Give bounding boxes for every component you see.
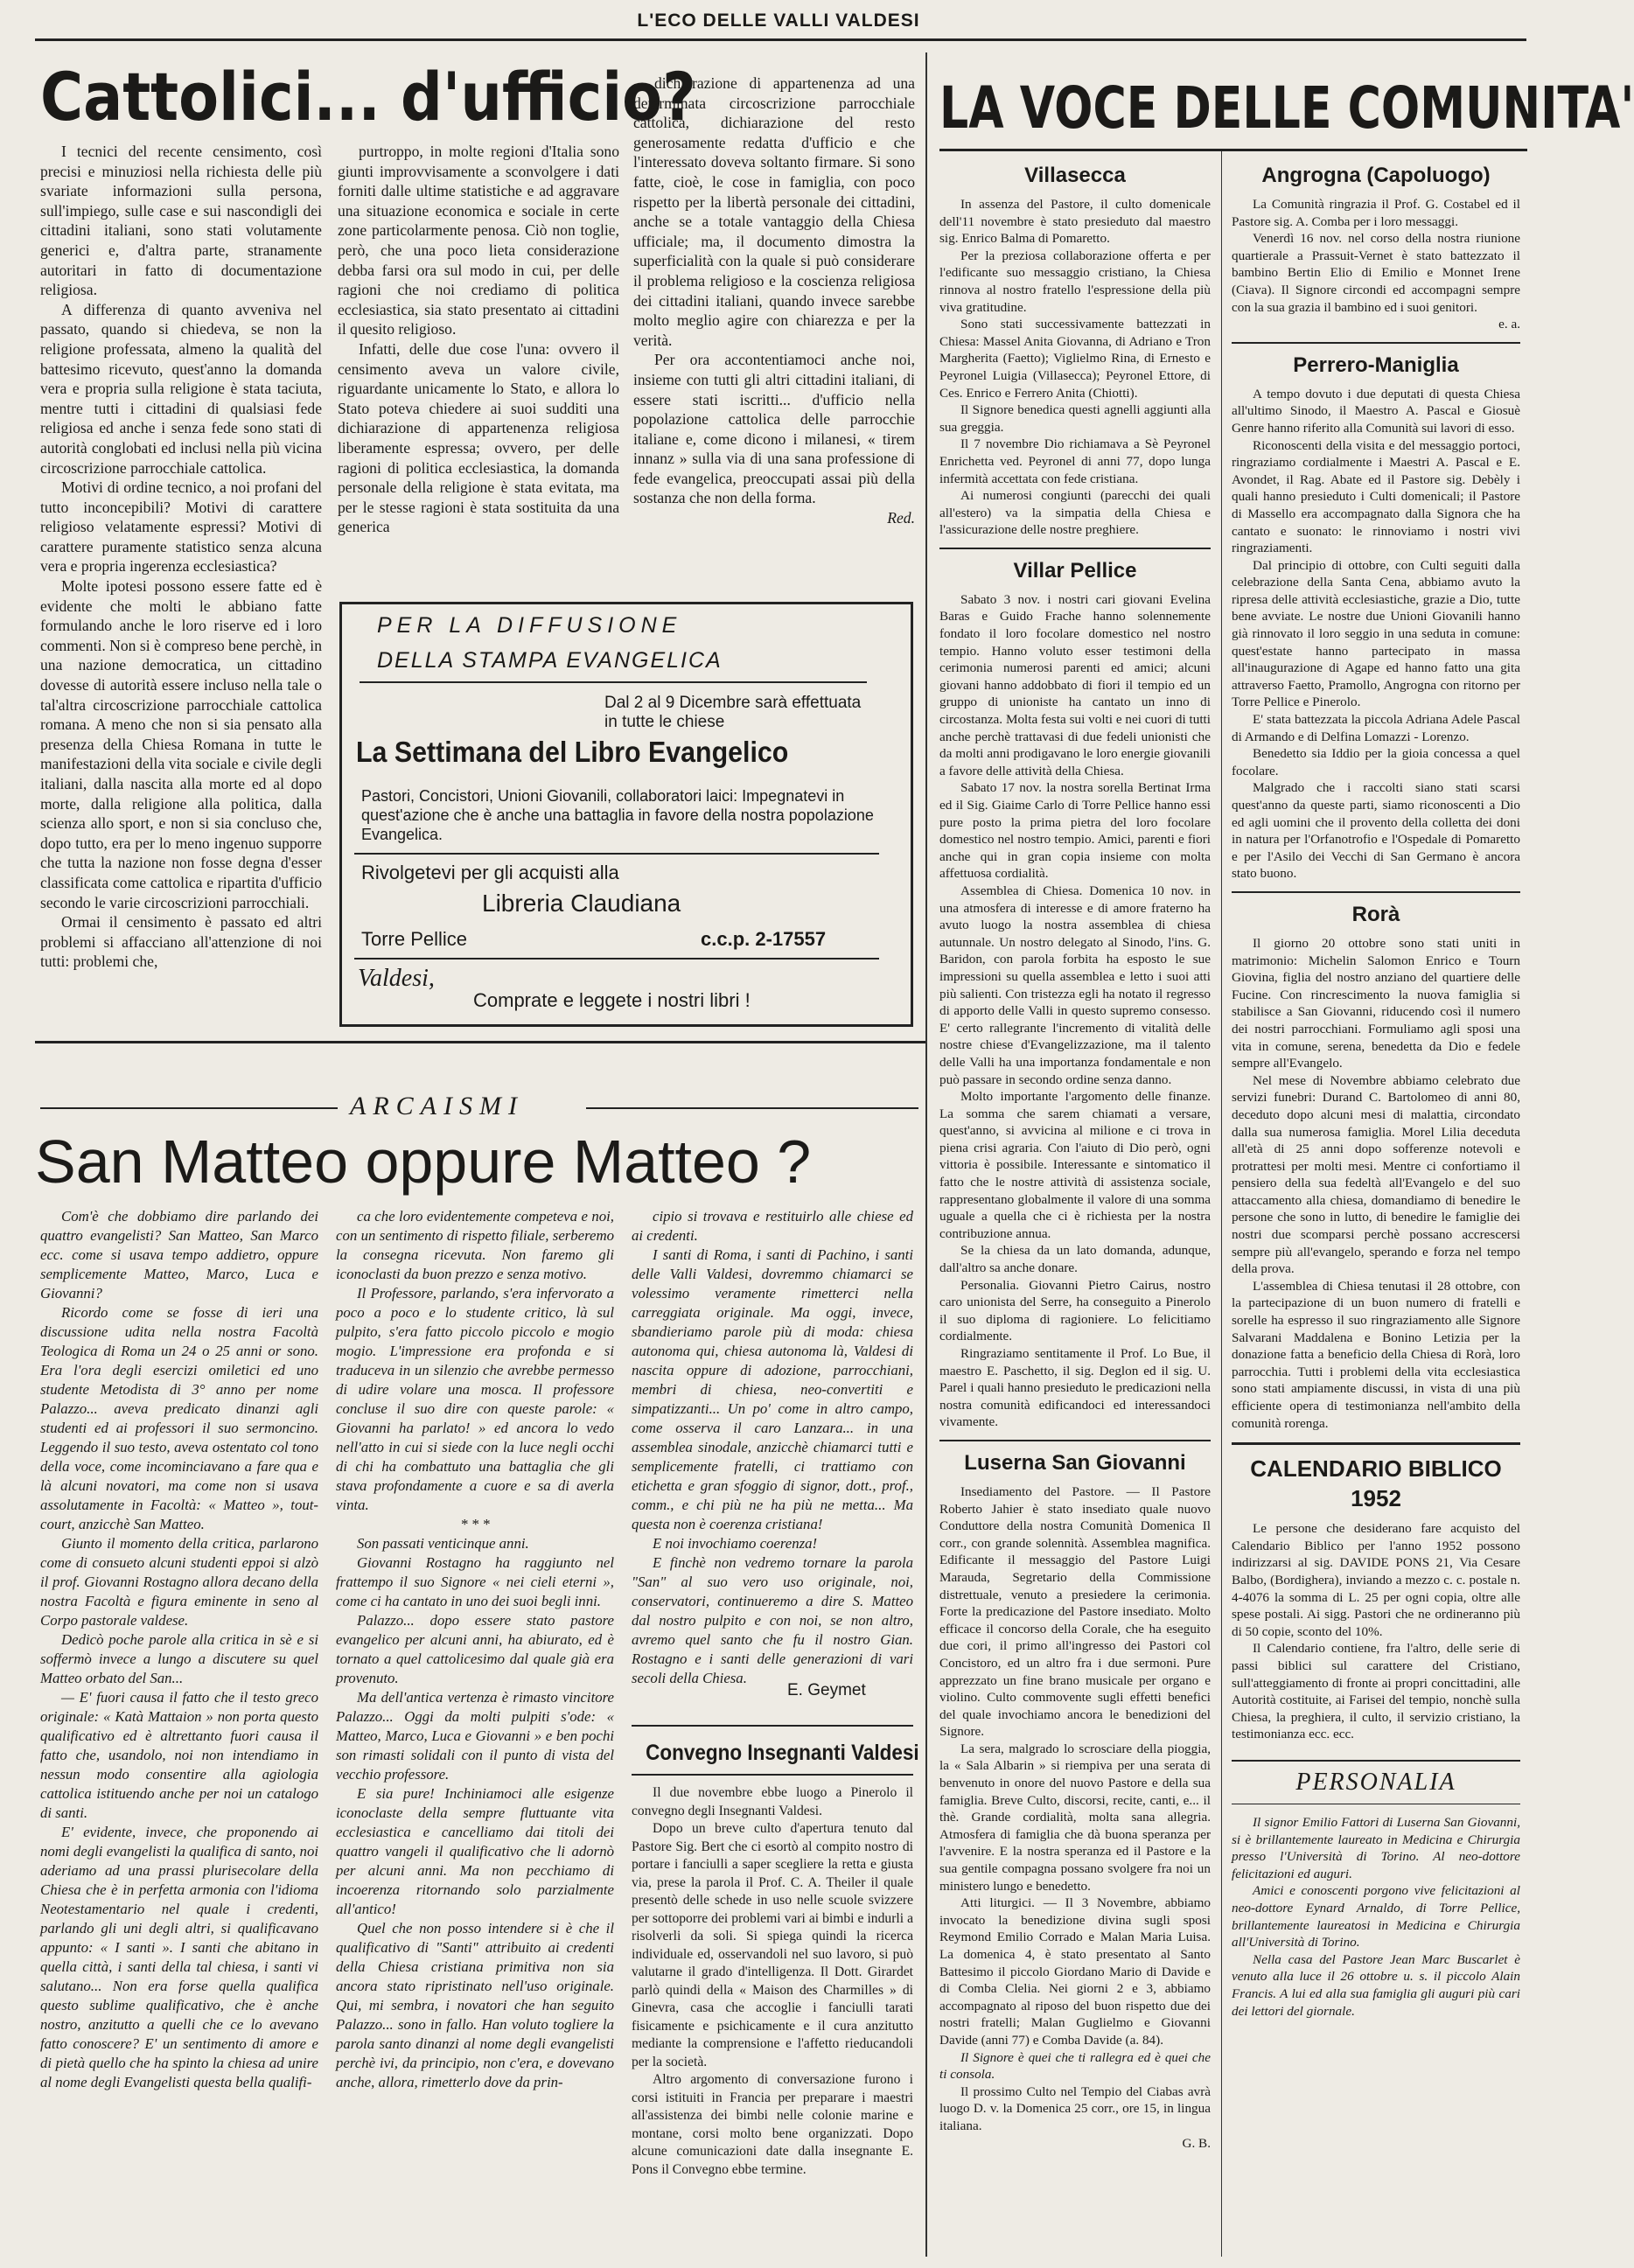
ad-line-1: PER LA DIFFUSIONE bbox=[377, 613, 682, 638]
paragraph: L'assemblea di Chiesa tenutasi il 28 ottobre, con la partecipazione di un buon numero di fratelli e sorelle ha espresso il suo ringraziamento alle Signore Salvarani Maddalena e Bonino Letizia per la donazione fatta a beneficio della Chiesa di Rorà, loro parrocchia. Tutti i problemi della vita ecclesiastica sono stati ampiamente discussi, in vista di una più efficiente opera di testimonianza nell'ambito della comunità rorenga. bbox=[1232, 1278, 1520, 1431]
paragraph: Il prossimo Culto nel Tempio del Ciabas avrà luogo D. v. la Domenica 25 corr., ore 15, in lingua italiana. bbox=[939, 2083, 1211, 2133]
paragraph: E finchè non vedremo tornare la parola "San" al suo vero uso originale, noi, conservatori, continueremo a dire S. Matteo dal nostro pulpito e con noi, se non altro, avremo quel santo che fu il nostro Gian. Rostagno e i santi delle generazioni di vari secoli della Chiesa. bbox=[632, 1554, 913, 1686]
paragraph: Malgrado che i raccolti siano stati scarsi quest'anno da queste parti, siamo riconoscenti a Dio ed agli uomini che il provento della colletta dei doni in natura per l'Orfanotrofio e l'Ospedale di Pomaretto e per l'Asilo dei Vecchi di San Germano è ancora stato buono. bbox=[1232, 780, 1520, 882]
calendario-title: CALENDARIO BIBLICO bbox=[1250, 1455, 1502, 1483]
matteo-col-3 bbox=[632, 1207, 913, 1697]
paragraph: Dopo un breve culto d'apertura tenuto dal Pastore Sig. Bert che ci esortò al compito nostro di portare i fanciulli a saper scegliere la retta e giusta via, prese la parola il Prof. C. A. Theiler il quale presentò delle schede in uso nelle scuole svizzere per sottoporre dei problemi vari ai bimbi e indurli a risolverli da soli. Si spiega quindi la ricerca individuale ed, osservandoli nel suo lavoro, si può valutarne il grado d'intelligenza. Il Dott. Girardet parlò quindi della « Maison des Charmilles » di Ginevra, casa che accoglie i fanciulli tarati fisicamente e psichicamente e il cura anzitutto mediante la comprensione e l'affetto rieducandoli per la società. bbox=[632, 1821, 913, 2069]
convegno-rule-top bbox=[632, 1725, 913, 1727]
ad-libreria: Libreria Claudiana bbox=[482, 890, 681, 917]
paragraph: Ai numerosi congiunti (parecchi dei quali all'estero) va la simpatia della Chiesa e l'assicurazione delle nostre preghiere. bbox=[939, 488, 1211, 538]
voce-banner bbox=[939, 73, 1634, 149]
paragraph: I tecnici del recente censimento, così precisi e minuziosi nella richiesta delle più svariate informazioni sulla persona, sull'impiego, sulle case e sui nascondigli dei cittadini italiani, sono stati volutamente generici e, d'altra parte, stranamente autoritari in fatto di documentazione religiosa. bbox=[40, 143, 322, 299]
paragraph: Il Calendario contiene, fra l'altro, delle serie di passi biblici sul carattere del Cristiano, sull'atteggiamento di fronte ai propri concittadini, alle Autorità costituite, ai Farisei del tempio, nonchè sulla Chiesa, la preghiera, il culto, il servizio cristiano, la testimonianza ecc. ecc. bbox=[1232, 1641, 1520, 1742]
paragraph: Venerdì 16 nov. nel corso della nostra riunione quartierale a Prassuit-Vernet è stato battezzato il bambino Bertin Elio di Emilio e Monnet Irene (Ciava). Il Signore circondi ed accompagni sempre con la sua grazia il bambino ed i suoi genitori. bbox=[1232, 231, 1520, 315]
ad-city: Torre Pellice bbox=[361, 928, 468, 950]
paragraph: Il giorno 20 ottobre sono stati uniti in matrimonio: Michelin Salomon Enrico e Tourn Giovina, figlia del nostro anziano del quartiere delle Fucine. Con rincrescimento la nuova famiglia si stabilisce a San Giovanni, riducendo così il numero dei nostri parrocchiani. Formuliamo agli sposi una vita in comune, serena, benedetta da Dio e fedele sempre all'Evangelo. bbox=[1232, 935, 1520, 1071]
paragraph: Riconoscenti della visita e del messaggio portoci, ringraziamo cordialmente i Maestri A. Pascal e E. Avondet, il Rag. Abate ed il Pastore sig. Debèly i quali hanno presieduto i Culti domenicali; il Pastore di Massello era accompagnato dalla Signora che ha cantato e suonato: le rinnoviamo i nostri vivi ringraziamenti. bbox=[1232, 437, 1520, 556]
paragraph: ca che loro evidentemente competeva e noi, con un sentimento di rispetto filiale, serberemo la consegna ricevuta. Non faremo gli iconoclasti da buon prezzo e senza motivo. bbox=[336, 1208, 614, 1282]
ad-rivolgetevi: Rivolgetevi per gli acquisti alla bbox=[361, 862, 619, 883]
paragraph: Nel mese di Novembre abbiamo celebrato due servizi funebri: Durand C. Bartolomeo di anni 80, deceduto dopo alcuni mesi di malattia, circondato dalla sua numerosa famiglia. Morel Lilia deceduta all'età di 25 anni dopo sofferenze notevoli e protrattesi per molti mesi. Mentre ci confortiamo il pensiero della sua fedeltà all'Evangelo e del suo attaccamento alla chiesa, domandiamo di benedire le persone che sono in lutto, di benedire le famiglie dei nostri due scomparsi perchè possano accrescersi sempre più all'evangelo, sperando e forza nel tempo della prova. bbox=[1232, 1072, 1520, 1277]
paragraph: Insediamento del Pastore. — Il Pastore Roberto Jahier è stato insediato quale nuovo Conduttore della nostra Comunità Domenica Il corr., con grande solennità. Assemblea magnifica. Edificante il messaggio del Pastore Luigi Marauda, Segretario della Commissione distrettuale, venuto a presiedere la cerimonia. Forte la predicazione del Pastore insediato. Molto efficace il concorso della Corale, che ha eseguito due cori, il primo all'ingresso dei Pastori col Concistoro, ed un altro fra i due sermoni. Pure apprezzato un fine brano musicale per organo e violino. Culto commovente sugli effetti benefici del quale invochiamo ancora le benedizioni del Signore. bbox=[939, 1483, 1211, 1740]
paragraph: Assemblea di Chiesa. Domenica 10 nov. in una atmosfera di interesse e di amore fraterno ha avuto luogo la nostra assemblea di chiesa autunnale. Un nostro delegato al Sinodo, l'ins. G. Baridon, con parola forbita ha esposto le sue impressioni su quella assemblea e letto i suoi atti più salienti. Con tristezza egli ha notato il regresso di apporto delle Valli in questo supremo consesso. E' certo rallegrante l'incremento di vitalità delle nostre chiese d'Evangelizzazione, ma il talento delle Valli ha una importanza fondamentale e non può passare in secondo ordine senza danno. bbox=[939, 883, 1211, 1087]
section-rule bbox=[35, 1041, 927, 1043]
signature: Red. bbox=[887, 509, 915, 527]
kicker-rule-right bbox=[586, 1107, 918, 1109]
paragraph: In assenza del Pastore, il culto domenicale dell'11 novembre è stato presieduto dal maestro sig. Enrico Balma di Pomaretto. bbox=[939, 197, 1211, 247]
ad-slogan: Comprate e leggete i nostri libri ! bbox=[473, 989, 751, 1011]
paragraph: Molte ipotesi possono essere fatte ed è evidente che molti le abbiano fatte formulando anche le loro riserve ed i loro commenti. Non si è compreso bene perchè, in una nazione democratica, un cittadino dovesse di autorità essere incluso nella tale o tal'altra circoscrizione parrocchiale cattolica romana. A meno che non si sia pensato alla presenza della Chiesa Romana in tutte le manifestazioni della vita sociale e civile degli italiani, dalla nascita alla morte ed al dopo morte, dalla religione alla politica, dalla scienza allo sport, e non si sia concluso che, dopo tutto, era per lo meno ingenuo supporre che tutta la nazione non fosse degna d'esser classificata come cattolica e ripartita d'ufficio secondo le varie circoscrizioni parrocchiali. bbox=[40, 577, 322, 911]
paragraph: Il due novembre ebbe luogo a Pinerolo il convegno degli Insegnanti Valdesi. bbox=[632, 1785, 913, 1818]
matteo-col-1 bbox=[40, 1207, 318, 2248]
ad-divider-2 bbox=[354, 853, 879, 855]
kicker-rule-left bbox=[40, 1107, 338, 1109]
section-title-rora: Rorà bbox=[1351, 902, 1400, 926]
section-rule bbox=[1232, 1442, 1520, 1445]
paragraph: Infatti, delle due cose l'una: ovvero il censimento aveva un valore civile, riguardante unicamente lo Stato, e allora lo Stato poteva chiedere ai suoi sudditi una dichiarazione di appartenenza religiosa liberamente espressa; ovvero, per delle ragioni di politica ecclesiastica, la domanda personale della religione è stata evitata, ma per le stesse ragioni è stata sostituita da una generica bbox=[338, 339, 619, 536]
masthead: L'ECO DELLE VALLI VALDESI bbox=[637, 10, 920, 31]
paragraph: Palazzo... dopo essere stato pastore evangelico per alcuni anni, ha abiurato, ed è tornato a quel cattolicesimo dal quale già era provenuto. bbox=[336, 1612, 614, 1686]
voce-col-right bbox=[1232, 161, 1520, 1753]
paragraph: Quel che non posso intendere si è che il qualificativo di "Santi" attribuito ai credenti della Chiesa cristiana primitiva non sia ancora stato ripristinato nell'uso originale. Qui, mi sembra, i novatori che han seguito Palazzo... sono in fallo. Han voluto togliere la parola santo dinanzi al nome degli evangelisti perchè ivi, da principio, non c'era, e dovevano anche, allora, rimetterlo dove da prin- bbox=[336, 1920, 614, 2090]
paragraph: E sia pure! Inchiniamoci alle esigenze iconoclaste della sempre fluttuante vita ecclesiastica e cancelliamo dai titoli dei quattro vangeli il qualificativo che li adornò per alcuni anni. Ma non pecchiamo di incoerenza ritornando solo parzialmente all'antico! bbox=[336, 1785, 614, 1917]
column-rule bbox=[925, 52, 927, 1032]
column-rule bbox=[1221, 149, 1222, 2257]
section-title-angrogna: Angrogna (Capoluogo) bbox=[1261, 164, 1491, 187]
personalia-rule bbox=[1232, 1760, 1520, 1762]
book-week-ad bbox=[339, 602, 913, 1027]
paragraph: Dedicò poche parole alla critica in sè e si soffermò invece a lungo a discutere su quel Matteo orbato del San... bbox=[40, 1631, 318, 1686]
convegno-text bbox=[632, 1784, 913, 2248]
ad-valdesi: Valdesi, bbox=[358, 965, 435, 992]
section-separator: * * * bbox=[460, 1516, 490, 1532]
matteo-col-2 bbox=[336, 1207, 614, 2248]
paragraph: Dal principio di ottobre, con Culti seguiti dalla celebrazione della Santa Cena, abbiamo avuto la ripresa delle attività ecclesiastiche, grazie a Dio, tutte bene avviate. Le nostre due Unioni Giovanili hanno già rinnovato il loro seggio in una seduta in comune: quest'estate hanno partecipato in massa all'inaugurazione di Agape ed hanno fatto una gita attraverso Faetto, Pramollo, Angrogna con ritorno per Torre Pellice e Pinerolo. bbox=[1232, 557, 1520, 710]
paragraph: La sera, malgrado lo scrosciare della pioggia, la « Sala Albarin » si riempiva per una serata di benvenuto in onore del nuovo Pastore e della sua famiglia. Breve Culto, discorsi, recite, canti, e... il thè. Grande cordialità, molta sana allegria. Atmosfera di famiglia che dà buona speranza per l'avvenire. E la nostra speranza ed il Pastore e la sua gentile compagna possano svolgere fra noi un ministero lungo e benedetto. bbox=[939, 1741, 1211, 1894]
voce-col-left bbox=[939, 161, 1211, 2248]
matteo-headline: San Matteo oppure Matteo ? bbox=[35, 1127, 812, 1196]
cattolici-headline: Cattolici... d'ufficio? bbox=[40, 58, 696, 136]
paragraph: Ricordo come se fosse di ieri una discussione udita nella nostra Facoltà Teologica di Roma un 24 o 25 anni or sono. Era l'ora degli esercizi omiletici ed uno studente Metodista di 3° anno per nome Palazzo... aveva predicato dinanzi agli studenti ed ai professori il suo sermoncino. Leggendo il suo testo, aveva ostentato col tono della voce, come incominciavano a fare qua e là alcuni novatori, ma come non si usava assolutamente in Facoltà: « Matteo », tout-court, anzicchè San Matteo. bbox=[40, 1304, 318, 1532]
masthead-rule bbox=[35, 38, 1526, 41]
paragraph: E' evidente, invece, che proponendo ai nomi degli evangelisti la qualifica di santo, noi aderiamo ad una prassi plurisecolare della Chiesa che è in perfetta armonia con l'idioma Neotestamentario nel quale i credenti, parlando gli uni degli altri, si qualificavano appunto: « I santi ». I santi che abitano in quella città, i santi della tal chiesa, i santi vi salutano... Non era forse quella qualifica questo sublime qualificativo, che è anche nostro, anzitutto a quelli che ce lo avevano fatto conoscere? E' un sentimento di amore e di pietà quello che ha spinto la chiesa ad unire al nome degli Evangelisti questa bella qualifi- bbox=[40, 1824, 318, 2090]
paragraph: E noi invochiamo coerenza! bbox=[653, 1535, 818, 1552]
convegno-rule bbox=[632, 1774, 913, 1776]
ad-body: Pastori, Concistori, Unioni Giovanili, collaboratori laici: Impegnatevi in quest'azione che è anche una battaglia in favore della nostra popolazione Evangelica. bbox=[361, 787, 874, 843]
matteo-signature: E. Geymet bbox=[787, 1681, 866, 1699]
paragraph: Motivi di ordine tecnico, a noi profani del tutto inconcepibili? Motivi di carattere religioso velatamente espressi? Motivi di carattere puramente statistico senza alcuna vera e propria ingerenza ecclesiastica? bbox=[40, 478, 322, 576]
section-title-villar-pellice: Villar Pellice bbox=[1013, 558, 1137, 583]
paragraph: Sono stati successivamente battezzati in Chiesa: Massel Anita Giovanna, di Adriano e Tron Margherita (Faetto); Viglielmo Rina, di Ernesto e Peyronel Luigia (Villasecca); Peyronel Ettore, di Ces. Enrico e Ferrero Anita (Chiotti). bbox=[939, 317, 1211, 401]
paragraph: Molto importante l'argomento delle finanze. La somma che sarem chiamati a versare, quest'anno, si avvicina al milione e ci trova in piena crisi agraria. Con l'aiuto di Dio però, ogni vittoria è possibile. Interessante e sintomatico il fatto che le nostre attività di assistenza sociale, rappresentano globalmente il valore di una somma uguale a quella che ci è richiesta per la nostra contribuzione annua. bbox=[939, 1089, 1211, 1241]
paragraph: A differenza di quanto avveniva nel passato, quando si chiedeva, se non la religione professata, almeno la qualità del battesimo ricevuto, quest'anno la domanda vera e propria sulla religione è stata taciuta, mentre tutti i cittadini di qualsiasi fede religiosa ed anche i senza fede sono stati di autorità conglobati ed inclusi nella più vicina circoscrizione parrocchiale cattolica. bbox=[40, 300, 322, 477]
ad-dates: Dal 2 al 9 Dicembre sarà effettuata in tutte le chiese bbox=[604, 694, 862, 731]
calendario-year: 1952 bbox=[1351, 1485, 1401, 1512]
paragraph: cipio si trovava e restituirlo alle chiese ed ai credenti. bbox=[632, 1208, 913, 1244]
paragraph: dichiarazione di appartenenza ad una determinata circoscrizione parrocchiale cattolica, dichiarazione del resto generosamente redatta d'ufficio e che l'interessato doveva soltanto firmare. Si sono fatte, cioè, le cose in famiglia, con poco rispetto per la libertà personale dei cittadini, anche se a totale vantaggio della Chiesa ufficiale; ma, il documento dimostra la superficialità con la quale si può considerare il problema religioso e la coscienza religiosa dei cittadini italiani, quando invece sarebbe molto meglio agire con chiarezza e per la verità. bbox=[633, 74, 915, 349]
paragraph: Son passati venticinque anni. bbox=[357, 1535, 529, 1552]
convegno-title: Convegno Insegnanti Valdesi bbox=[646, 1741, 919, 1765]
paragraph: Giunto il momento della critica, parlarono come di consueto alcuni studenti eppoi si alzò il prof. Giovanni Rostagno allora decano della nostra Facoltà e figura eminente in seno al Corpo pastorale valdese. bbox=[40, 1535, 318, 1629]
cattolici-col-1 bbox=[40, 142, 322, 1016]
section-title-perrero: Perrero-Maniglia bbox=[1293, 352, 1459, 377]
paragraph: Le persone che desiderano fare acquisto del Calendario Biblico per l'anno 1952 possono indirizzarsi al sig. DAVIDE PONS 21, Via Cesare Balbo, (Bordighera), inviando a mezzo c. c. postale n. 4-4076 la somma di L. 25 per ogni copia, oltre alle spese postali. Ai sigg. Pastori che ne ordineranno più di 50 copie, sconto del 10%. bbox=[1232, 1521, 1520, 1639]
paragraph: E' stata battezzata la piccola Adriana Adele Pascal di Armando e di Delfina Lomazzi - Lorenzo. bbox=[1232, 712, 1520, 744]
paragraph: Per la preziosa collaborazione offerta e per l'edificante suo messaggio cristiano, la Chiesa rinnova al nostro fratello l'espressione della più viva gratitudine. bbox=[939, 248, 1211, 315]
cattolici-col-2 bbox=[338, 142, 619, 570]
paragraph: Il Professore, parlando, s'era infervorato a poco a poco e lo studente critico, là sul pulpito, s'era fatto piccolo piccolo e mogio mogio. L'impressione era profonda e si traduceva in un silenzio che avrebbe permesso di udire volare una mosca. Il professore concluse il suo dire con queste parole: « Giovanni ha parlato! » ed ancora lo vedo nell'atto in cui si siede con la luce negli occhi di chi ha combattuto una battaglia che gli stava profondamente a cuore e sa di averla vinta. bbox=[336, 1285, 614, 1513]
section-title-villasecca: Villasecca bbox=[1024, 164, 1126, 187]
paragraph: La Comunità ringrazia il Prof. G. Costabel ed il Pastore sig. A. Comba per i loro messaggi. bbox=[1232, 197, 1520, 229]
personalia-text bbox=[1232, 1814, 1520, 2248]
column-rule bbox=[925, 1032, 927, 2257]
paragraph: Sabato 3 nov. i nostri cari giovani Evelina Baras e Guido Frache hanno solennemente fondato il loro focolare domestico nel nostro tempio. Hanno voluto esser testimoni della cerimonia numerosi parenti ed amici; alcuni giovani hanno addobbato di fiori il tempio ed un gruppo di unioniste ha cantato un inno di circostanza. Molta festa sui volti e nei cuori di tutti anche perchè trattavasi di due fedeli unionisti che da molti anni prodigavano le loro energie giovanili a favore delle attività della Chiesa. bbox=[939, 591, 1211, 778]
ad-title: La Settimana del Libro Evangelico bbox=[356, 736, 789, 768]
paragraph: — E' fuori causa il fatto che il testo greco originale: « Katà Mattaion » non porta questo qualificativo ed è altrettanto fuori causa il fatto che, usandolo, noi non intendiamo in nessun modo consentire alla agiologia cattolica istituendo anche per noi un catalogo di santi. bbox=[40, 1689, 318, 1821]
section-rule bbox=[1232, 891, 1520, 893]
paragraph: Per ora accontentiamoci anche noi, insieme con tutti gli altri cittadini italiani, di essere stati iscritti... d'ufficio nella popolazione cattolica delle parrocchie italiane e, come dicono i milanesi, « tirem innanz » sulla via di una sana professione di fede evangelica, preoccupati assai più della sostanza che non della forma. bbox=[633, 351, 915, 507]
paragraph: Ma dell'antica vertenza è rimasto vincitore Palazzo... Oggi da molti pulpiti s'ode: « Matteo, Marco, Luca e Giovanni » e ben pochi son rimasti solidali con il punto di vista del vecchio professore. bbox=[336, 1689, 614, 1783]
paragraph: Ringraziamo sentitamente il Prof. Lo Bue, il maestro E. Paschetto, il sig. Deglon ed il sig. U. Parel i quali hanno presieduto le predicazioni nella nostra comunità edificandoci ed interessandoci vivamente. bbox=[939, 1346, 1211, 1430]
cattolici-col-3 bbox=[633, 73, 915, 574]
paragraph: Personalia. Giovanni Pietro Cairus, nostro caro unionista del Serre, ha conseguito a Pinerolo il suo diploma di ragioniere. Lo felicitiamo cordialmente. bbox=[939, 1277, 1211, 1344]
paragraph: Altro argomento di conversazione furono i corsi istituiti in Francia per preparare i maestri all'assistenza dei bimbi nelle colonie marine e montane, corsi molto bene organizzati. Dopo alcune comunicazioni date dalla insegnante E. Pons il Convegno ebbe termine. bbox=[632, 2072, 913, 2177]
paragraph: Nella casa del Pastore Jean Marc Buscarlet è venuto alla luce il 26 ottobre u. s. il piccolo Alain Francis. A lui ed alla sua famiglia gli auguri più cari dei lettori del giornale. bbox=[1232, 1951, 1520, 2019]
paragraph: Sabato 17 nov. la nostra sorella Bertinat Irma ed il Sig. Giaime Carlo di Torre Pellice hanno essi pure posto la prima pietra del loro focolare domestico nel nostro tempio. Amici, parenti e fiori anche qui in gran copia insieme con molta affettuosa cordialità. bbox=[939, 780, 1211, 882]
paragraph: Giovanni Rostagno ha raggiunto nel frattempo il suo Signore « nei cieli eterni », come ci ha cantato in uno dei suoi begli inni. bbox=[336, 1554, 614, 1609]
paragraph: Com'è che dobbiamo dire parlando dei quattro evangelisti? San Matteo, San Marco ecc. come si usava tempo addietro, oppure semplicemente Matteo, Marco, Luca e Giovanni? bbox=[40, 1208, 318, 1301]
ad-divider bbox=[360, 681, 867, 683]
paragraph: Se la chiesa da un lato domanda, adunque, dall'altro sa anche donare. bbox=[939, 1243, 1211, 1276]
paragraph: Atti liturgici. — Il 3 Novembre, abbiamo invocato la benedizione divina sugli sposi Reymond Emilio Corrado e Malan Maria Luisa. La domenica 4, è stato presentato al Santo Battesimo il piccolo Giordano Mario di Davide e di Comba Clelia. Nei giorni 2 e 3, abbiamo accompagnato al riposo del buon rispetto due dei nostri fratelli; Malan Guglielmo e Giovanni Davide (anni 77) e Comba Davide (a. 84). bbox=[939, 1895, 1211, 2048]
matteo-kicker: ARCAISMI bbox=[350, 1092, 524, 1120]
section-rule bbox=[939, 548, 1211, 549]
paragraph: Benedetto sia Iddio per la gioia concessa a quel focolare. bbox=[1232, 746, 1520, 778]
paragraph: A tempo dovuto i due deputati di questa Chiesa all'ultimo Sinodo, il Maestro A. Pascal e Giosuè Genre hanno riferito alla Comunità sui lavori di esso. bbox=[1232, 386, 1520, 436]
section-title-luserna: Luserna San Giovanni bbox=[964, 1450, 1186, 1475]
ad-line-2: DELLA STAMPA EVANGELICA bbox=[377, 648, 723, 673]
paragraph: Il Signore è quei che ti rallegra ed è quei che ti consola. bbox=[939, 2049, 1211, 2083]
ad-ccp: c.c.p. 2-17557 bbox=[701, 928, 827, 950]
signature: G. B. bbox=[1182, 2135, 1211, 2151]
signature: e. a. bbox=[1498, 317, 1520, 332]
personalia-title: PERSONALIA bbox=[1295, 1769, 1456, 1796]
ad-divider-3 bbox=[354, 958, 879, 960]
voce-banner-text: LA VOCE DELLE COMUNITA' bbox=[939, 74, 1634, 142]
section-rule bbox=[939, 1440, 1211, 1441]
section-rule bbox=[1232, 342, 1520, 344]
paragraph: purtroppo, in molte regioni d'Italia sono giunti improvvisamente a sconvolgere i dati forniti dalle ultime statistiche e ad aggravare una situazione economica e sociale in certe zone particolarmente penosa. Ciò non toglie, però, che una poco lieta considerazione debba farsi ora sul modo in cui, per delle ragioni che noi crediamo di politica ecclesiastica, sia stato presentato ai cittadini il quesito religioso. bbox=[338, 143, 619, 338]
paragraph: Amici e conoscenti porgono vive felicitazioni al neo-dottore Eynard Arnaldo, di Torre Pellice, brillantemente laureatosi in Medicina e Chirurgia all'Università di Torino. bbox=[1232, 1883, 1520, 1950]
paragraph: Ormai il censimento è passato ed altri problemi si affacciano all'attenzione di noi tutti: problemi che, bbox=[40, 913, 322, 971]
paragraph: Il 7 novembre Dio richiamava a Sè Peyronel Enrichetta ved. Peyronel di anni 77, dopo lunga infermità accettata con fede cristiana. bbox=[939, 436, 1211, 486]
paragraph: Il signor Emilio Fattori di Luserna San Giovanni, si è brillantemente laureato in Medicina e Chirurgia presso l'Università di Torino. Al neo-dottore felicitazioni ed auguri. bbox=[1232, 1815, 1520, 1881]
paragraph: Il Signore benedica questi agnelli aggiunti alla sua greggia. bbox=[939, 402, 1211, 435]
voce-rule bbox=[939, 149, 1527, 151]
paragraph: I santi di Roma, i santi di Pachino, i santi delle Valli Valdesi, dovremmo chiamarci se volessimo veramente rimetterci nella carreggiata originale. Ma oggi, invece, sbandieriamo parole più di moda: chiesa autonoma qui, chiesa autonoma là, Valdesi di nascita oppure di adozione, parrocchiani, membri di chiesa, neo-convertiti e simpatizzanti... Un po' come in altro campo, come osserva il caro Lanzara... in una assemblea sinodale, anzicchè chiamarci tutti e semplicemente fratelli, ci trattiamo con etichetta e gran sfoggio di signor, dott., prof., comm., e chi più ne ha più ne metta... Ma questa non è coerenza cristiana! bbox=[632, 1246, 913, 1532]
